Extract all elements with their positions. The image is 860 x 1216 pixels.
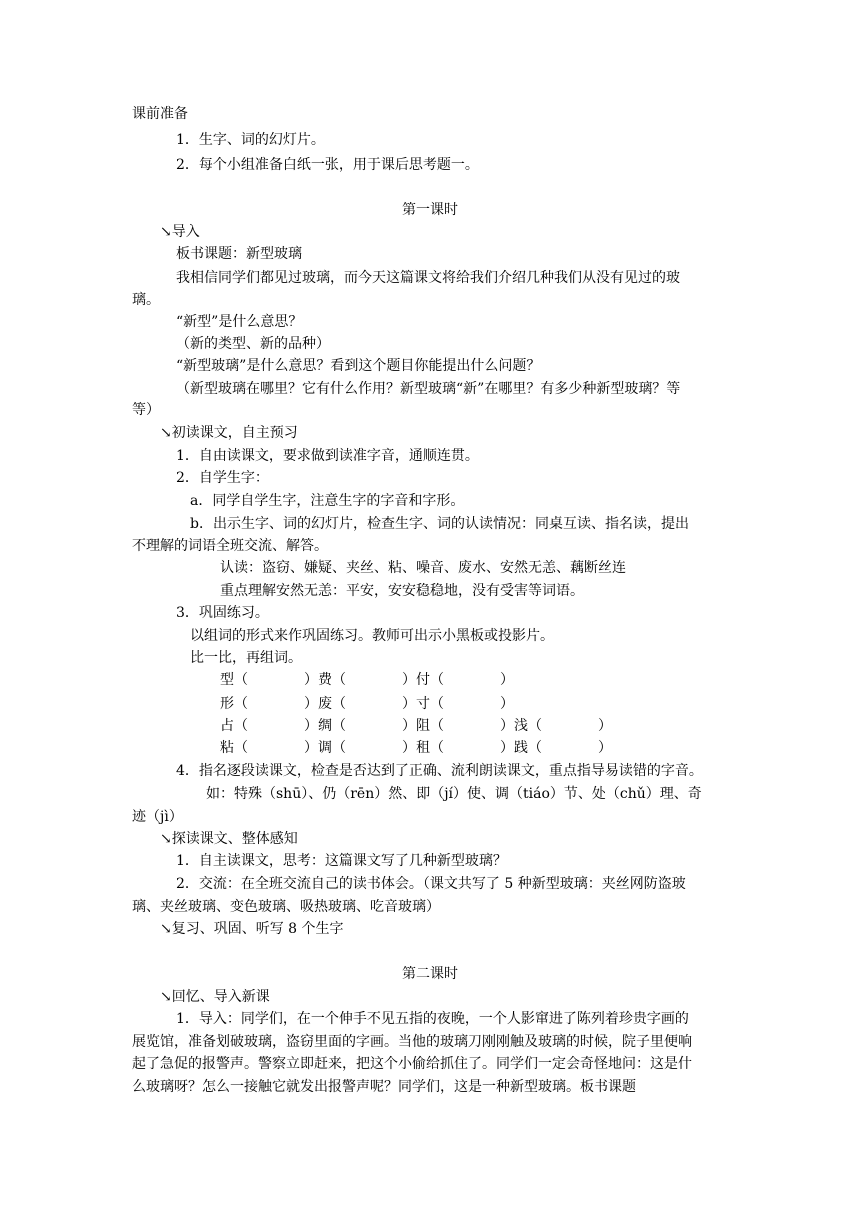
- read-item-2: 2．自学生字：: [176, 470, 269, 486]
- grid-cell: ）绸（: [304, 718, 346, 734]
- lesson2-heading: ↘回忆、导入新课: [160, 989, 270, 1005]
- read-item-2a: a．同学自学生字，注意生字的字音和字形。: [190, 493, 465, 509]
- grid-cell: ）浅（: [500, 718, 542, 734]
- prep-item-1: 1．生字、词的幻灯片。: [176, 132, 325, 148]
- read-item-2b-1: b．出示生字、词的幻灯片，检查生字、词的认读情况：同桌互读、指名读，提出: [190, 516, 689, 532]
- intro-answer-2b: 等）: [132, 402, 160, 418]
- grid-cell: ）废（: [304, 696, 346, 712]
- prep-heading: 课前准备: [132, 106, 188, 122]
- grid-cell: 粘（: [220, 740, 248, 756]
- word-grid-row: [220, 694, 514, 714]
- intro-question-2: “新型玻璃”是什么意思？看到这个题目你能提出什么问题？: [176, 358, 541, 374]
- grid-cell: ）: [598, 740, 612, 756]
- grid-cell: 占（: [220, 718, 248, 734]
- pronunciation-example-2: 迹（jì）: [132, 809, 183, 825]
- read-item-3: 3．巩固练习。: [176, 605, 269, 621]
- read-item-2b-2: 不理解的词语全班交流、解答。: [132, 538, 328, 554]
- intro-answer-2a: （新型玻璃在哪里？它有什么作用？新型玻璃“新”在哪里？有多少种新型玻璃？等: [176, 381, 681, 397]
- intro-heading: ↘导入: [160, 224, 200, 240]
- prep-item-2: 2．每个小组准备白纸一张，用于课后思考题一。: [176, 157, 479, 173]
- intro-para-1a: 我相信同学们都见过玻璃，而今天这篇课文将给我们介绍几种我们从没有见过的玻: [176, 270, 680, 286]
- read-item-3a: 以组词的形式来作巩固练习。教师可出示小黑板或投影片。: [190, 628, 554, 644]
- grid-cell: ）付（: [402, 672, 444, 688]
- grid-cell: ）践（: [500, 740, 542, 756]
- lesson2-para-1: 1．导入：同学们，在一个伸手不见五指的夜晚，一个人影窜进了陈列着珍贵字画的: [176, 1011, 689, 1027]
- explore-heading: ↘探读课文、整体感知: [160, 831, 298, 847]
- word-grid-row: [220, 670, 514, 690]
- grid-cell: 型（: [220, 672, 248, 688]
- grid-cell: ）: [500, 696, 514, 712]
- grid-cell: ）租（: [402, 740, 444, 756]
- review-heading: ↘复习、巩固、听写 8 个生字: [160, 921, 344, 937]
- intro-para-1b: 璃。: [132, 292, 160, 308]
- pronunciation-example-1: 如：特殊（shū）、仍（rēn）然、即（jí）使、调（tiáo）节、处（chǔ）理、奇: [206, 786, 702, 802]
- lesson2-title: 第二课时: [402, 966, 458, 982]
- explore-item-2a: 2．交流：在全班交流自己的读书体会。（课文共写了 5 种新型玻璃：夹丝网防盗玻: [176, 876, 686, 892]
- board-title: 板书课题：新型玻璃: [176, 246, 302, 262]
- grid-cell: ）费（: [304, 672, 346, 688]
- key-understanding: 重点理解安然无恙：平安，安安稳稳地，没有受害等词语。: [220, 583, 584, 599]
- lesson2-para-2: 展览馆，准备划破玻璃，盗窃里面的字画。当他的玻璃刀刚刚触及玻璃的时候，院子里便响: [132, 1034, 692, 1050]
- lesson1-title: 第一课时: [402, 202, 458, 218]
- read-item-1: 1．自由读课文，要求做到读准字音，通顺连贯。: [176, 448, 479, 464]
- lesson2-para-3: 起了急促的报警声。警察立即赶来，把这个小偷给抓住了。同学们一定会奇怪地问：这是什: [132, 1056, 692, 1072]
- intro-answer-1: （新的类型、新的品种）: [176, 336, 330, 352]
- word-grid-row: [220, 738, 612, 758]
- read-item-4: 4．指名逐段读课文，检查是否达到了正确、流利朗读课文，重点指导易读错的字音。: [176, 763, 703, 779]
- explore-item-2b: 璃、夹丝玻璃、变色玻璃、吸热玻璃、吃音玻璃）: [132, 899, 440, 915]
- grid-cell: ）阻（: [402, 718, 444, 734]
- lesson2-para-4: 么玻璃呀？怎么一接触它就发出报警声呢？同学们，这是一种新型玻璃。板书课题: [132, 1079, 636, 1095]
- recognize-words: 认读：盗窃、嫌疑、夹丝、粘、噪音、废水、安然无恙、藕断丝连: [220, 560, 626, 576]
- intro-question-1: “新型”是什么意思？: [176, 314, 303, 330]
- grid-cell: ）调（: [304, 740, 346, 756]
- grid-cell: ）: [500, 672, 514, 688]
- grid-cell: ）: [598, 718, 612, 734]
- grid-cell: ）寸（: [402, 696, 444, 712]
- explore-item-1: 1．自主读课文，思考：这篇课文写了几种新型玻璃？: [176, 853, 507, 869]
- word-grid-row: [220, 716, 612, 736]
- read-heading: ↘初读课文，自主预习: [160, 425, 298, 441]
- read-item-3b: 比一比，再组词。: [190, 650, 302, 666]
- grid-cell: 形（: [220, 696, 248, 712]
